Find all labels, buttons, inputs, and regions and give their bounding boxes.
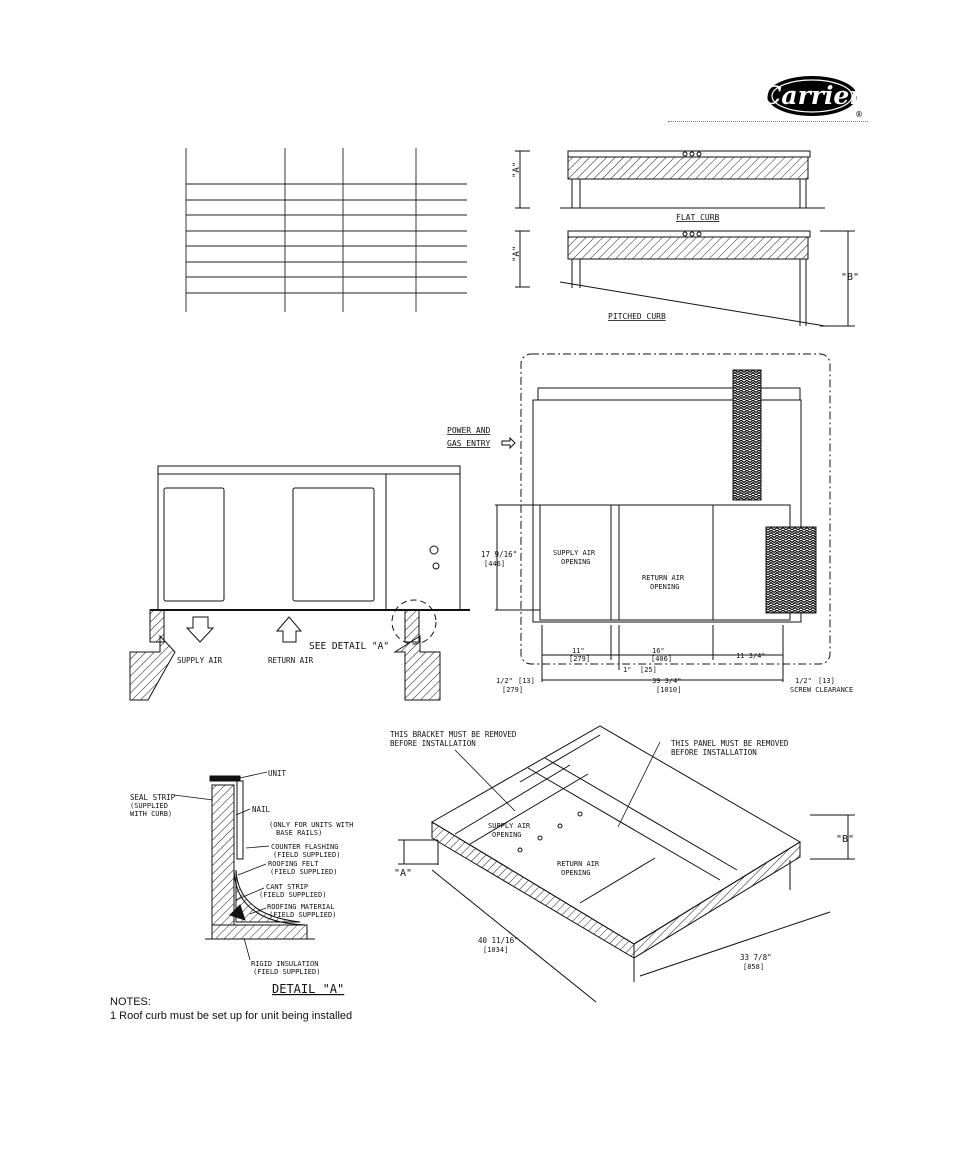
plan-dim-11-3-4: 11 3/4"	[736, 652, 766, 660]
detail-unit-label: UNIT	[268, 769, 287, 778]
detail-rigid-2: (FIELD SUPPLIED)	[253, 968, 321, 976]
registered-mark: ®	[855, 110, 863, 119]
detail-seal-strip-3: WITH CURB)	[130, 810, 173, 818]
detail-cant-2: (FIELD SUPPLIED)	[259, 891, 327, 899]
plan-return-opening-2: OPENING	[650, 583, 680, 591]
iso-return-2: OPENING	[561, 869, 591, 877]
plan-dim-half-left: 1/2"	[496, 677, 513, 685]
detail-material-2: (FIELD SUPPLIED)	[269, 911, 337, 919]
iso-panel-2: BEFORE INSTALLATION	[671, 748, 757, 757]
detail-felt-1: ROOFING FELT	[268, 860, 319, 868]
plan-dim-1: 1"	[623, 666, 632, 674]
notes-block	[110, 995, 352, 1023]
plan-dim-half-left-mm2: [279]	[502, 686, 524, 694]
detail-only-units-2: BASE RAILS)	[276, 829, 323, 837]
plan-height-dim: 17 9/16"	[481, 550, 518, 559]
plan-dim-16: 16"	[652, 647, 665, 655]
iso-dim-33: 33 7/8"	[740, 953, 772, 962]
detail-only-units-1: (ONLY FOR UNITS WITH	[269, 821, 354, 829]
plan-height-dim-mm: [446]	[484, 560, 506, 568]
detail-cant-1: CANT STRIP	[266, 883, 309, 891]
iso-dim-b: "B"	[836, 834, 855, 845]
plan-screw-clearance: SCREW CLEARANCE	[790, 686, 854, 694]
plan-dim-16-mm: [406]	[651, 655, 673, 663]
plan-power-gas-2: GAS ENTRY	[447, 439, 491, 448]
detail-seal-strip-2: (SUPPLIED	[130, 802, 168, 810]
side-supply-air: SUPPLY AIR	[177, 656, 223, 665]
pitched-curb-title: PITCHED CURB	[608, 312, 666, 321]
isometric-curb-view	[398, 726, 855, 1002]
detail-material-1: ROOFING MATERIAL	[267, 903, 335, 911]
detail-a-title: DETAIL "A"	[272, 982, 345, 996]
pitched-curb-dim-a: "A"	[512, 245, 522, 262]
notes-heading: NOTES:	[110, 996, 151, 1008]
detail-felt-2: (FIELD SUPPLIED)	[270, 868, 338, 876]
detail-counter-1: COUNTER FLASHING	[271, 843, 339, 851]
iso-dim-40: 40 11/16"	[478, 936, 519, 945]
plan-dim-half-right-mm: [13]	[818, 677, 835, 685]
iso-bracket-2: BEFORE INSTALLATION	[390, 739, 476, 748]
iso-return-1: RETURN AIR	[557, 860, 600, 868]
plan-dim-half-left-mm: [13]	[518, 677, 535, 685]
iso-panel-1: THIS PANEL MUST BE REMOVED	[671, 739, 789, 748]
iso-bracket-1: THIS BRACKET MUST BE REMOVED	[390, 730, 517, 739]
plan-supply-opening-2: OPENING	[561, 558, 591, 566]
flat-curb-dim-a: "A"	[512, 161, 522, 178]
note-1: 1 Roof curb must be set up for unit being installed	[110, 1010, 353, 1022]
pitched-curb-dim-b: "B"	[841, 272, 860, 283]
iso-dim-a: "A"	[394, 868, 413, 879]
plan-dim-11-mm: [279]	[569, 655, 591, 663]
plan-dim-39-mm: [1010]	[656, 686, 682, 694]
plan-dim-half-right: 1/2"	[795, 677, 812, 685]
detail-nail: NAIL	[252, 805, 271, 814]
plan-supply-opening-1: SUPPLY AIR	[553, 549, 596, 557]
plan-dim-11: 11"	[572, 647, 585, 655]
plan-dim-39: 39 3/4"	[652, 677, 682, 685]
plan-power-gas-1: POWER AND	[447, 426, 491, 435]
detail-counter-2: (FIELD SUPPLIED)	[273, 851, 341, 859]
unit-plan-view	[495, 354, 830, 682]
iso-supply-1: SUPPLY AIR	[488, 822, 531, 830]
detail-seal-strip-1: SEAL STRIP	[130, 793, 176, 802]
detail-rigid-1: RIGID INSULATION	[251, 960, 319, 968]
pitched-curb-elevation	[515, 231, 855, 326]
side-see-detail: SEE DETAIL "A"	[309, 641, 390, 652]
flat-curb-elevation	[515, 151, 825, 208]
iso-dim-40-mm: [1034]	[483, 946, 509, 954]
flat-curb-title: FLAT CURB	[676, 213, 720, 222]
iso-dim-33-mm: [858]	[743, 963, 765, 971]
plan-dim-1-mm: [25]	[640, 666, 657, 674]
side-return-air: RETURN AIR	[268, 656, 314, 665]
logo-brand: Carrier	[765, 81, 863, 110]
iso-supply-2: OPENING	[492, 831, 522, 839]
isometric-leaders	[455, 742, 660, 827]
plan-return-opening-1: RETURN AIR	[642, 574, 685, 582]
